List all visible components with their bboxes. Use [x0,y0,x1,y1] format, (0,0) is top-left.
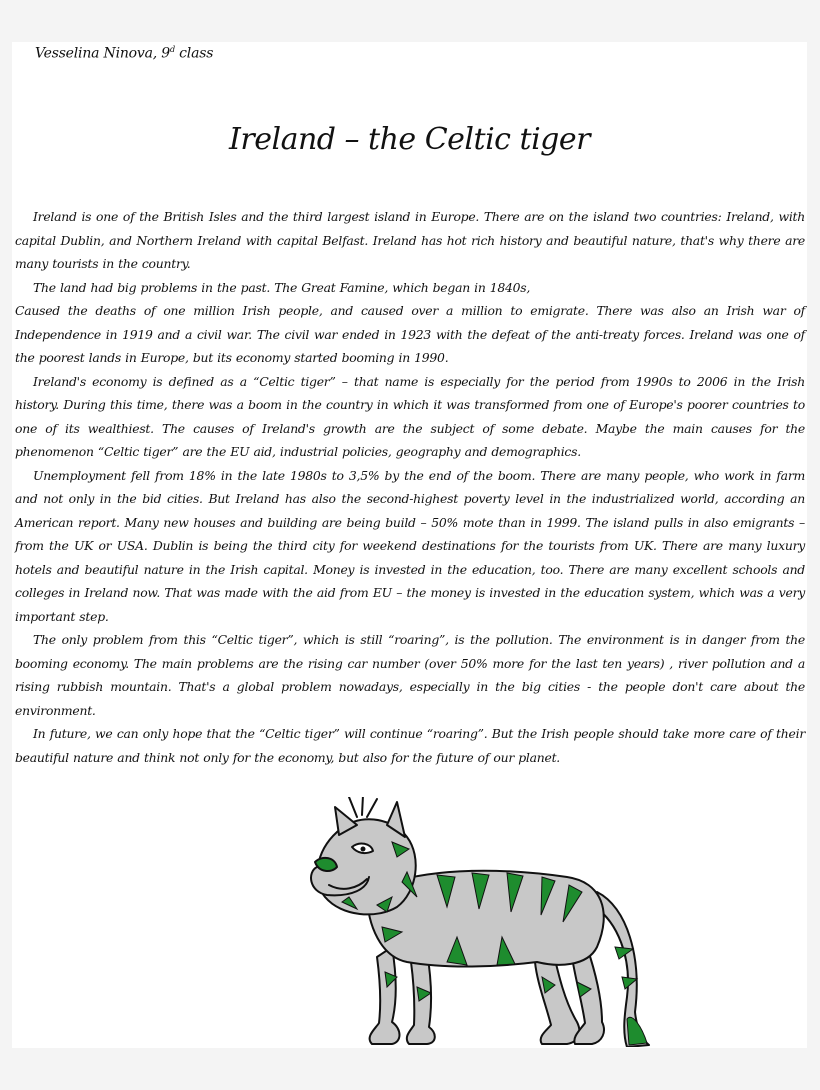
paragraph-intro: Ireland is one of the British Isles and the third largest island in Europe. There are on the island two countries: Ireland, with capital Dublin, and Northern Ireland with capital Belfast. Ireland has hot rich history and beautiful nature, that's why there are many tourists in the country. [15,209,805,271]
essay-body [15,205,805,769]
paragraph-history-start: The land had big problems in the past. The Great Famine, which began in 1840s, [33,279,531,295]
author-grade-suffix: d [169,45,175,54]
author-class: class [174,45,214,62]
paragraph-future: In future, we can only hope that the “Celtic tiger” will continue “roaring”. But the Irish people should take more care of their beautiful nature and think not only for the economy, but also for the future of our planet. [15,726,805,765]
paragraph-history: Caused the deaths of one million Irish people, and caused over a million to emigrate. There was also an Irish war of Independence in 1919 and a civil war. The civil war ended in 1923 with the defeat of the anti-treaty forces. Ireland was one of the poorest lands in Europe, but its economy started booming in 1990. [15,303,805,365]
document-page [12,42,807,1048]
author-line [35,45,213,62]
paragraph-economy: Ireland's economy is defined as a “Celtic tiger” – that name is especially for the period from 1990s to 2006 in the Irish history. During this time, there was a boom in the country in which it was transformed from one of Europe's poorer countries to one of its wealthiest. The causes of Ireland's growth are the subject of some debate. Maybe the main causes for the phenomenon “Celtic tiger” are the EU aid, industrial policies, geography and demographics. [15,373,805,459]
celtic-tiger-illustration-icon [297,797,657,1047]
document-title: Ireland – the Celtic tiger [229,122,590,157]
paragraph-unemployment: Unemployment fell from 18% in the late 1980s to 3,5% by the end of the boom. There are many people, who work in farm and not only in the bid cities. But Ireland has also the second-highest poverty level in the industrialized world, according an American report. Many new houses and building are being build – 50% mote than in 1999. The island pulls in also emigrants – from the UK or USA. Dublin is being the third city for weekend destinations for the tourists from UK. There are many luxury hotels and beautiful nature in the Irish capital. Money is invested in the education, too. There are many excellent schools and colleges in Ireland now. That was made with the aid from EU – the money is invested in the education system, which was a very important step. [15,467,805,624]
paragraph-pollution: The only problem from this “Celtic tiger”, which is still “roaring”, is the pollution. The environment is in danger from the booming economy. The main problems are the rising car number (over 50% more for the last ten years) , river pollution and a rising rubbish mountain. That's a global problem nowadays, especially in the big cities - the people don't care about the environment. [15,632,805,718]
author-name: Vesselina Ninova, 9 [35,45,170,62]
